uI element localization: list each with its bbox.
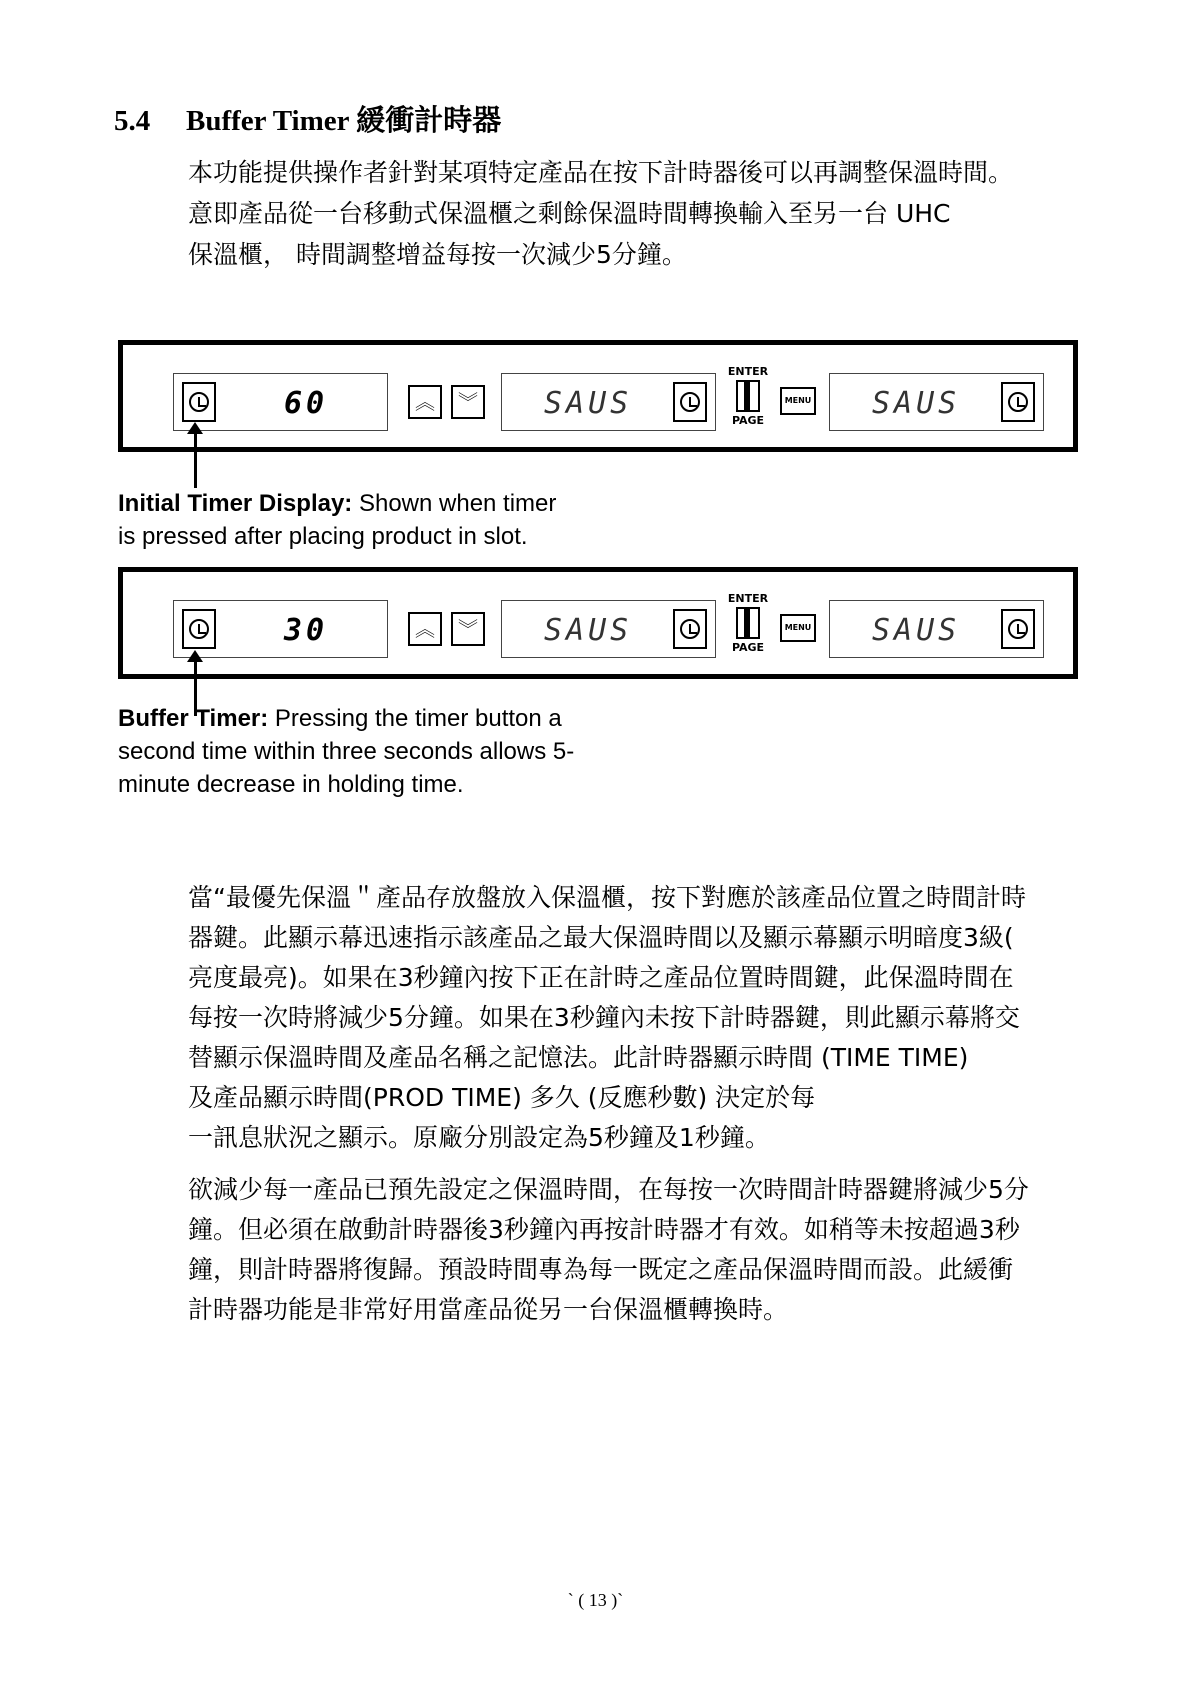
body-line: 每按一次時將減少5分鐘。如果在3秒鐘內未按下計時器鍵，則此顯示幕將交 bbox=[188, 1003, 1020, 1032]
body-line: 及產品顯示時間(PROD TIME) 多久 (反應秒數) 決定於每 bbox=[188, 1083, 816, 1112]
caption-bold: Initial Timer Display: bbox=[118, 490, 353, 517]
page-label: PAGE bbox=[731, 641, 765, 654]
section-number: 5.4 bbox=[114, 105, 151, 137]
thermometer-icon bbox=[736, 380, 760, 412]
product-name-readout: SAUS bbox=[544, 386, 633, 421]
product-slot-display bbox=[501, 373, 716, 431]
timer-clock-icon[interactable] bbox=[673, 609, 707, 649]
body-line: 鐘。但必須在啟動計時器後3秒鐘內再按計時器才有效。如稍等未按超過3秒 bbox=[188, 1215, 1020, 1244]
caption-text: is pressed after placing product in slot. bbox=[118, 523, 528, 550]
body-line: 當“最優先保溫＂產品存放盤放入保溫櫃，按下對應於該產品位置之時間計時 bbox=[188, 883, 1026, 912]
enter-label: ENTER bbox=[727, 592, 769, 605]
body-paragraph-2 bbox=[188, 1170, 1148, 1330]
intro-paragraph bbox=[188, 152, 1148, 275]
down-arrow-button[interactable]: ︾ bbox=[451, 385, 485, 419]
caption-initial-timer bbox=[118, 487, 556, 553]
product-slot-display bbox=[829, 373, 1044, 431]
enter-label: ENTER bbox=[727, 365, 769, 378]
enter-page-button[interactable] bbox=[726, 365, 770, 435]
product-name-readout: SAUS bbox=[872, 613, 961, 648]
down-arrow-button[interactable]: ︾ bbox=[451, 612, 485, 646]
intro-line: 意即產品從一台移動式保溫櫃之剩餘保溫時間轉換輸入至另一台 UHC bbox=[188, 199, 951, 228]
page-label: PAGE bbox=[731, 414, 765, 427]
timer-clock-icon[interactable] bbox=[182, 382, 216, 422]
menu-button[interactable]: MENU bbox=[780, 614, 816, 642]
intro-line: 保溫櫃， 時間調整增益每按一次減少5分鐘。 bbox=[188, 240, 687, 269]
caption-text: Pressing the timer button a bbox=[268, 705, 562, 732]
body-line: 替顯示保溫時間及產品名稱之記憶法。此計時器顯示時間 (TIME TIME) bbox=[188, 1043, 969, 1072]
timer-clock-icon[interactable] bbox=[1001, 609, 1035, 649]
caption-text: minute decrease in holding time. bbox=[118, 771, 464, 798]
pointer-arrow-icon bbox=[194, 432, 197, 488]
body-line: 一訊息狀況之顯示。原廠分別設定為5秒鐘及1秒鐘。 bbox=[188, 1123, 770, 1152]
control-panel-initial bbox=[118, 340, 1078, 452]
product-slot-display bbox=[501, 600, 716, 658]
body-line: 器鍵。此顯示幕迅速指示該產品之最大保溫時間以及顯示幕顯示明暗度3級( bbox=[188, 923, 1014, 952]
control-panel-buffer bbox=[118, 567, 1078, 679]
body-paragraph-1 bbox=[188, 878, 1148, 1158]
body-line: 欲減少每一產品已預先設定之保溫時間，在每按一次時間計時器鍵將減少5分 bbox=[188, 1175, 1029, 1204]
caption-buffer-timer bbox=[118, 702, 574, 801]
thermometer-icon bbox=[736, 607, 760, 639]
product-slot-display bbox=[829, 600, 1044, 658]
timer-clock-icon[interactable] bbox=[673, 382, 707, 422]
product-slot-display bbox=[173, 600, 388, 658]
timer-clock-icon[interactable] bbox=[1001, 382, 1035, 422]
caption-text: second time within three seconds allows 5- bbox=[118, 738, 575, 765]
body-line: 亮度最亮)。如果在3秒鐘內按下正在計時之產品位置時間鍵，此保溫時間在 bbox=[188, 963, 1014, 992]
section-heading bbox=[114, 98, 501, 139]
up-arrow-button[interactable]: ︽ bbox=[408, 385, 442, 419]
section-title: Buffer Timer 緩衝計時器 bbox=[186, 105, 502, 137]
time-readout: 30 bbox=[284, 613, 329, 648]
time-readout: 60 bbox=[284, 386, 329, 421]
menu-button[interactable]: MENU bbox=[780, 387, 816, 415]
intro-line: 本功能提供操作者針對某項特定產品在按下計時器後可以再調整保溫時間。 bbox=[188, 158, 1014, 187]
body-line: 計時器功能是非常好用當產品從另一台保溫櫃轉換時。 bbox=[188, 1295, 789, 1324]
product-name-readout: SAUS bbox=[544, 613, 633, 648]
body-line: 鐘，則計時器將復歸。預設時間專為每一既定之產品保溫時間而設。此緩衝 bbox=[188, 1255, 1014, 1284]
up-arrow-button[interactable]: ︽ bbox=[408, 612, 442, 646]
product-slot-display bbox=[173, 373, 388, 431]
caption-text: Shown when timer bbox=[352, 490, 557, 517]
page-number: ` ( 13 )` bbox=[567, 1590, 624, 1610]
product-name-readout: SAUS bbox=[872, 386, 961, 421]
timer-clock-icon[interactable] bbox=[182, 609, 216, 649]
enter-page-button[interactable] bbox=[726, 592, 770, 662]
caption-bold: Buffer Timer: bbox=[118, 705, 269, 732]
